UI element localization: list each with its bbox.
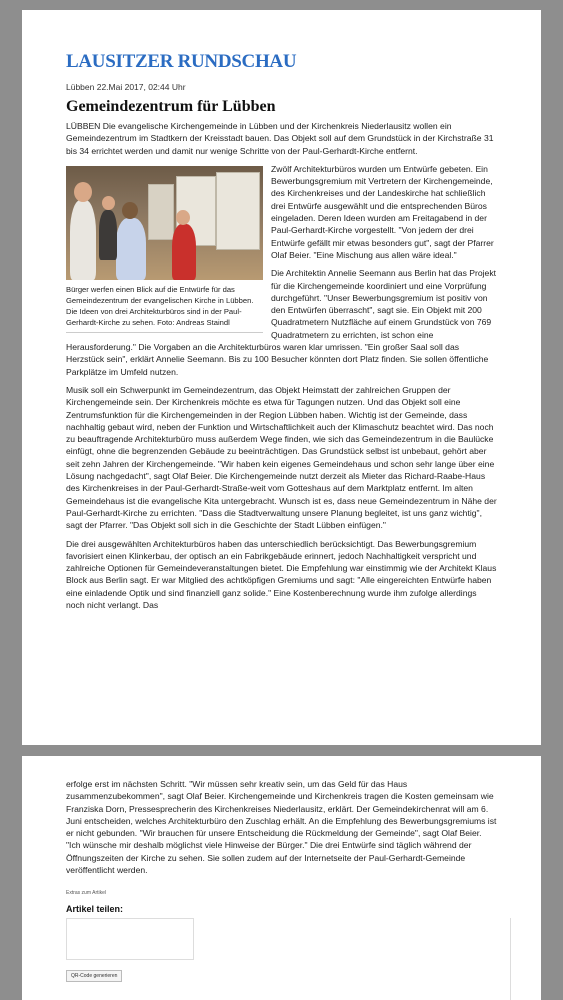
article-paragraph: Zwölf Architekturbüros wurden um Entwürfe gebeten. Ein Bewerbungsgremium mit Vertretern der Kirchengemeinde, des Kirchenkreises und der Landeskirche hat schließlich drei Entwürfe ausgewählt und die entsprechenden Büros eingeladen. Deren Ideen wurden am Freitagabend in der Paul-Gerhardt-Kirche vorgestellt. "Von jedem der drei Entwürfe gefällt mir etwas besonders gut", sagt der Pfarrer Olaf Beier. "Eine Mischung aus allen wäre ideal." <box>271 163 494 260</box>
article-continuation: erfolge erst im nächsten Schritt. "Wir müssen sehr kreativ sein, um das Geld für das Haus zusammenzubekommen", sagt Olaf Beier. Kirchengemeinde und Kirchenkreis tragen die Kosten gemeinsam wie Franziska Dorn, Pressesprecherin des Kirchenkreises Niederlausitz, erklärt. Der Gemeindekirchenrat will am 6. Juni entscheiden, welches Architekturbüro den Zuschlag erhält. An die Empfehlung des Bewerbungsgremiums ist er nicht gebunden. "Wir brauchen für unsere Entscheidung die Rückmeldung der Gemeinde", sagt Olaf Beier. "Ich wünsche mir deshalb möglichst viele Hinweise der Bürger." Die drei Entwürfe sind täglich während der Öffnungszeiten der Kirche zu sehen. Sie sollen zudem auf der Internetseite der Paul-Gerhardt-Gemeinde veröffentlicht werden. <box>66 779 497 876</box>
article-meta: Lübben 22.Mai 2017, 02:44 Uhr <box>66 82 186 92</box>
article-body <box>66 163 497 611</box>
photo-caption: Bürger werfen einen Blick auf die Entwürfe für das Gemeindezentrum der evangelischen Kirche in Lübben. Die Ideen von drei Architekturbüros sind in der Paul-Gerhardt-Kirche zu sehen. Foto: Andreas Staindl <box>66 280 263 333</box>
share-title: Artikel teilen: <box>66 904 124 915</box>
qr-code-button[interactable]: QR-Code generieren <box>66 970 122 982</box>
exhibition-photo[interactable] <box>66 166 263 280</box>
article-paragraph: Die drei ausgewählten Architekturbüros haben das unterschiedlich berücksichtigt. Das Bewerbungsgremium favorisiert einen Klinkerbau, der optisch an ein Fabrikgebäude erinnert, jedoch Nachhaltigkeit verspricht und zahlreiche Optionen für Gemeindeveranstaltungen bietet. Die Empfehlung war einstimmig wie der Architekt Klaus Block aus Berlin sagt. Er war Mitglied des achtköpfigen Gremiums und sagt: "Alle eingereichten Entwürfe haben eine einladende Optik und sind finanziell ganz solide." Eine Kostenberechnung wurde ihm zufolge allerdings noch nicht verlangt. Das <box>66 538 497 610</box>
share-buttons-box[interactable] <box>66 918 194 960</box>
article-figure <box>66 166 263 333</box>
article-lead: LÜBBEN Die evangelische Kirchengemeinde in Lübben und der Kirchenkreis Niederlausitz wollen ein Gemeindezentrum im Stadtkern der Kreisstadt bauen. Das Objekt soll auf dem Grundstück in der Kirchstraße 31 bis 34 errichtet werden und damit nur wenige Schritte von der Paul-Gerhardt-Kirche entfernt. <box>66 121 494 156</box>
masthead-logo: LAUSITZER RUNDSCHAU <box>66 51 297 72</box>
article-headline: Gemeindezentrum für Lübben <box>66 98 276 115</box>
extras-label: Extras zum Artikel <box>66 890 107 897</box>
newspaper-page-2 <box>22 756 541 1000</box>
article-paragraph: Die Architektin Annelie Seemann aus Berlin hat das Projekt für die Kirchengemeinde koordiniert und eine Vorprüfung durchgeführt. "Unser Bewerbungsgremium ist positiv von den Entwürfen überrascht", sagt sie. Ein Objekt mit 200 Quadratmetern Nutzfläche auf einem Grundstück von 769 Quadratmetern zu errichten, ist schon eine Herausforderung." Die Vorgaben an die Architekturbüros waren klar umrissen. "Ein großer Saal soll das Herzstück sein", erklärt Annelie Seemann. Bis zu 100 Besucher könnten dort Platz finden. Sie sollen öffentliche Parkplätze im Umfeld nutzen. <box>66 268 496 377</box>
newspaper-page-1 <box>22 10 541 745</box>
article-paragraph: Musik soll ein Schwerpunkt im Gemeindezentrum, das Objekt Heimstatt der zahlreichen Gruppen der Kirchengemeinde sein. Der Kirchenkreis möchte es etwa für Tagungen nutzen. Und das Objekt soll eine Zentrumsfunktion für die Kirchengemeinden in der Region Lübben haben. Wichtig ist der Gemeinde, dass nachhaltig gebaut wird, neben der Funktion und Wirtschaftlichkeit auch der Klimaschutz beachtet wird. Das noch zu beauftragende Architekturbüro muss außerdem Wege finden, wie sich das Gemeindezentrum in die Baulücke einfügt, ohne die begrenzenden Gebäude zu beeinträchtigen. Das Grundstück selbst ist unbebaut, gehört aber seit zehn Jahren der Kirchengemeinde. "Wir haben kein eigenes Gemeindehaus und schon sehr lange über eine Lösung nachgedacht", sagt Olaf Beier. Die Kirchengemeinde nutzt derzeit als Mieter das Richard-Raabe-Haus des Kirchenkreises in der Paul-Gerhardt-Straße-weit vom Gotteshaus auf dem Marktplatz entfernt. Im alten Gemeindehaus ist die evangelische Kita untergebracht. Wunsch ist es, dass neue Gemeindezentrum in Nähe der Paul-Gerhardt-Kirche zu errichten. "Dass die Stadtverwaltung unsere Planung begleitet, ist uns ganz wichtig", sagt der Pfarrer. "Das Objekt soll sich in die Geschichte der Stadt Lübben einfügen." <box>66 384 497 531</box>
divider <box>510 918 511 1000</box>
